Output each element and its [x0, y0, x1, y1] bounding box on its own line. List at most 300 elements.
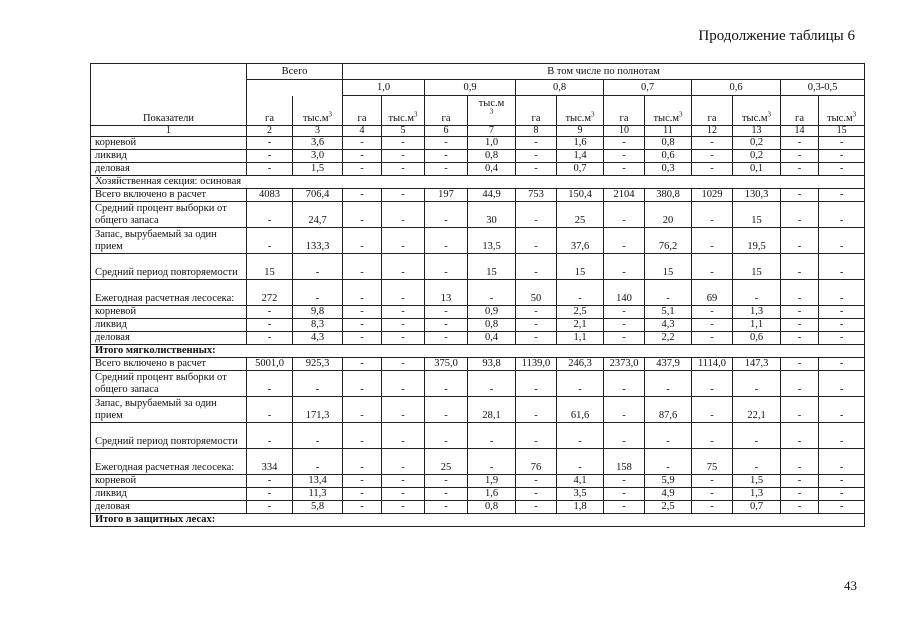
cell-value: 0,3: [645, 163, 692, 176]
cell-value: -: [247, 475, 293, 488]
column-number: 5: [382, 126, 425, 137]
cell-value: -: [604, 501, 645, 514]
cell-value: -: [604, 202, 645, 228]
row-label: деловая: [91, 501, 247, 514]
cell-value: 0,8: [468, 501, 516, 514]
cell-value: -: [425, 319, 468, 332]
cell-value: -: [819, 306, 865, 319]
unit-volume-text: тыс.м: [302, 113, 329, 124]
cell-value: 25: [557, 202, 604, 228]
cell-value: -: [516, 228, 557, 254]
cell-value: 13,4: [293, 475, 343, 488]
row-label: корневой: [91, 306, 247, 319]
table-row: [91, 332, 865, 345]
cell-value: -: [293, 371, 343, 397]
cell-value: -: [425, 397, 468, 423]
cell-value: -: [343, 319, 382, 332]
cell-value: -: [692, 488, 733, 501]
cell-value: -: [557, 423, 604, 449]
row-label: деловая: [91, 163, 247, 176]
cell-value: -: [247, 202, 293, 228]
cell-value: 69: [692, 280, 733, 306]
density-group-header: 0,3-0,5: [781, 80, 865, 96]
cell-value: -: [733, 280, 781, 306]
density-group-header: 0,8: [516, 80, 604, 96]
cell-value: -: [819, 137, 865, 150]
cell-value: -: [516, 371, 557, 397]
cell-value: -: [425, 254, 468, 280]
cell-value: -: [819, 475, 865, 488]
column-number: 13: [733, 126, 781, 137]
unit-ha-header: га: [425, 96, 468, 126]
cell-value: -: [382, 280, 425, 306]
unit-ha-header: га: [604, 96, 645, 126]
cell-value: -: [781, 137, 819, 150]
cell-value: -: [781, 449, 819, 475]
cell-value: -: [819, 163, 865, 176]
cell-value: -: [819, 397, 865, 423]
header-including: В том числе по полнотам: [343, 64, 865, 80]
cell-value: -: [425, 371, 468, 397]
cell-value: 75: [692, 449, 733, 475]
cell-value: 22,1: [733, 397, 781, 423]
table-row: [91, 475, 865, 488]
cell-value: 87,6: [645, 397, 692, 423]
cell-value: 246,3: [557, 358, 604, 371]
unit-volume-header: [645, 96, 692, 126]
cell-value: 5,8: [293, 501, 343, 514]
cell-value: -: [247, 319, 293, 332]
unit-volume-text: тыс.м: [741, 113, 768, 124]
cell-value: -: [781, 306, 819, 319]
cell-value: -: [557, 449, 604, 475]
unit-volume-header: [733, 96, 781, 126]
cell-value: 3,5: [557, 488, 604, 501]
cell-value: -: [293, 423, 343, 449]
column-number: 4: [343, 126, 382, 137]
cell-value: -: [343, 137, 382, 150]
cell-value: 1139,0: [516, 358, 557, 371]
cell-value: 0,8: [468, 150, 516, 163]
cell-value: 133,3: [293, 228, 343, 254]
cell-value: 1,3: [733, 488, 781, 501]
unit-volume-sup: 3: [489, 107, 494, 116]
row-label: ликвид: [91, 488, 247, 501]
row-label: Ежегодная расчетная лесосека:: [91, 449, 247, 475]
cell-value: -: [781, 228, 819, 254]
row-label: Средний процент выборки от общего запаса: [91, 371, 247, 397]
cell-value: -: [247, 397, 293, 423]
column-number: 10: [604, 126, 645, 137]
row-label: Запас, вырубаемый за один прием: [91, 397, 247, 423]
cell-value: -: [819, 150, 865, 163]
cell-value: 44,9: [468, 189, 516, 202]
cell-value: 130,3: [733, 189, 781, 202]
cell-value: -: [819, 189, 865, 202]
cell-value: 4083: [247, 189, 293, 202]
unit-ha-header: га: [692, 96, 733, 126]
cell-value: 1,8: [557, 501, 604, 514]
cell-value: 1,4: [557, 150, 604, 163]
cell-value: -: [781, 150, 819, 163]
table-row: [91, 488, 865, 501]
row-label: Всего включено в расчет: [91, 358, 247, 371]
cell-value: -: [604, 397, 645, 423]
cell-value: -: [645, 423, 692, 449]
table-row: [91, 371, 865, 397]
cell-value: -: [343, 358, 382, 371]
column-number: 1: [91, 126, 247, 137]
cell-value: -: [343, 280, 382, 306]
cell-value: 0,4: [468, 332, 516, 345]
row-label: Запас, вырубаемый за один прием: [91, 228, 247, 254]
cell-value: -: [781, 332, 819, 345]
cell-value: 0,9: [468, 306, 516, 319]
cell-value: -: [247, 150, 293, 163]
cell-value: 5,1: [645, 306, 692, 319]
cell-value: -: [425, 475, 468, 488]
cell-value: 380,8: [645, 189, 692, 202]
table-row: [91, 397, 865, 423]
cell-value: 30: [468, 202, 516, 228]
cell-value: -: [781, 371, 819, 397]
cell-value: -: [819, 371, 865, 397]
cell-value: -: [343, 423, 382, 449]
cell-value: 1,6: [468, 488, 516, 501]
cell-value: -: [516, 332, 557, 345]
cell-value: 334: [247, 449, 293, 475]
cell-value: 50: [516, 280, 557, 306]
cell-value: -: [692, 163, 733, 176]
cell-value: 2,2: [645, 332, 692, 345]
cell-value: 0,6: [733, 332, 781, 345]
header-indicators: Показатели: [91, 64, 247, 126]
cell-value: -: [468, 449, 516, 475]
table-row: [91, 319, 865, 332]
cell-value: -: [692, 423, 733, 449]
column-number: 9: [557, 126, 604, 137]
cell-value: -: [425, 423, 468, 449]
cell-value: -: [819, 358, 865, 371]
cell-value: -: [604, 137, 645, 150]
cell-value: 0,8: [468, 319, 516, 332]
cell-value: -: [247, 163, 293, 176]
cell-value: 15: [247, 254, 293, 280]
density-group-header: 0,7: [604, 80, 692, 96]
header-total: Всего: [247, 64, 343, 80]
table-row: [91, 306, 865, 319]
cell-value: 1,5: [293, 163, 343, 176]
cell-value: -: [604, 475, 645, 488]
table-caption: Продолжение таблицы 6: [698, 28, 855, 44]
cell-value: 1,1: [733, 319, 781, 332]
unit-volume-sup: 3: [767, 110, 772, 119]
cell-value: -: [516, 423, 557, 449]
cell-value: -: [516, 488, 557, 501]
cell-value: -: [692, 475, 733, 488]
cell-value: -: [425, 137, 468, 150]
unit-volume-text: тыс.м: [478, 98, 505, 109]
section-row: [91, 176, 865, 189]
unit-volume-header: [557, 96, 604, 126]
cell-value: -: [516, 397, 557, 423]
cell-value: 706,4: [293, 189, 343, 202]
section-row: [91, 345, 865, 358]
cell-value: -: [382, 254, 425, 280]
cell-value: -: [468, 371, 516, 397]
unit-ha-header: га: [343, 96, 382, 126]
cell-value: -: [516, 163, 557, 176]
cell-value: -: [343, 332, 382, 345]
table-row: [91, 501, 865, 514]
cell-value: -: [645, 371, 692, 397]
cell-value: -: [604, 423, 645, 449]
cell-value: 13,5: [468, 228, 516, 254]
cell-value: 3,6: [293, 137, 343, 150]
cell-value: 2373,0: [604, 358, 645, 371]
cell-value: 0,2: [733, 150, 781, 163]
cell-value: -: [557, 371, 604, 397]
cell-value: -: [604, 488, 645, 501]
section-label: Итого мягколиственных:: [91, 345, 865, 358]
unit-ha-header: га: [247, 96, 293, 126]
cell-value: -: [819, 202, 865, 228]
cell-value: 11,3: [293, 488, 343, 501]
cell-value: 8,3: [293, 319, 343, 332]
cell-value: -: [293, 280, 343, 306]
cell-value: 4,3: [645, 319, 692, 332]
unit-volume-header: [382, 96, 425, 126]
cell-value: -: [819, 319, 865, 332]
cell-value: -: [692, 501, 733, 514]
unit-volume-text: тыс.м: [827, 113, 853, 124]
cell-value: -: [781, 189, 819, 202]
unit-volume-header: [468, 96, 516, 126]
section-label: Хозяйственная секция: осиновая: [91, 176, 865, 189]
cell-value: -: [425, 332, 468, 345]
section-label: Итого в защитных лесах:: [91, 514, 865, 527]
unit-volume-text: тыс.м: [653, 113, 680, 124]
unit-volume-sup: 3: [414, 110, 418, 119]
cell-value: -: [819, 254, 865, 280]
cell-value: -: [343, 306, 382, 319]
cell-value: -: [819, 280, 865, 306]
cell-value: -: [382, 319, 425, 332]
cell-value: 437,9: [645, 358, 692, 371]
cell-value: -: [425, 228, 468, 254]
unit-volume-sup: 3: [591, 110, 595, 119]
cell-value: -: [516, 137, 557, 150]
cell-value: 13: [425, 280, 468, 306]
row-label: корневой: [91, 137, 247, 150]
table-row: [91, 150, 865, 163]
cell-value: 76: [516, 449, 557, 475]
table-row: [91, 202, 865, 228]
cell-value: -: [692, 137, 733, 150]
cell-value: -: [781, 202, 819, 228]
cell-value: -: [247, 332, 293, 345]
cell-value: 197: [425, 189, 468, 202]
row-label: Средний период повторяемости: [91, 254, 247, 280]
cell-value: -: [343, 254, 382, 280]
table-row: [91, 163, 865, 176]
cell-value: 76,2: [645, 228, 692, 254]
cell-value: -: [425, 163, 468, 176]
cell-value: -: [382, 137, 425, 150]
row-label: ликвид: [91, 319, 247, 332]
cell-value: -: [557, 280, 604, 306]
cell-value: -: [293, 254, 343, 280]
cell-value: -: [604, 254, 645, 280]
cell-value: 2,1: [557, 319, 604, 332]
cell-value: -: [247, 423, 293, 449]
column-number: 3: [293, 126, 343, 137]
row-label: деловая: [91, 332, 247, 345]
section-row: [91, 514, 865, 527]
cell-value: -: [382, 501, 425, 514]
cell-value: 15: [468, 254, 516, 280]
table-row: [91, 449, 865, 475]
row-label: Ежегодная расчетная лесосека:: [91, 280, 247, 306]
cell-value: -: [781, 488, 819, 501]
cell-value: 1,6: [557, 137, 604, 150]
cell-value: -: [692, 228, 733, 254]
cell-value: -: [516, 254, 557, 280]
column-number: 8: [516, 126, 557, 137]
cell-value: -: [247, 501, 293, 514]
cell-value: -: [692, 332, 733, 345]
cell-value: 15: [733, 202, 781, 228]
table-row: [91, 358, 865, 371]
cell-value: 150,4: [557, 189, 604, 202]
cell-value: -: [781, 280, 819, 306]
cell-value: 1,3: [733, 306, 781, 319]
unit-volume-sup: 3: [679, 110, 683, 119]
cell-value: -: [382, 332, 425, 345]
cell-value: -: [382, 150, 425, 163]
column-number: 7: [468, 126, 516, 137]
cell-value: -: [516, 202, 557, 228]
cell-value: 1,1: [557, 332, 604, 345]
cell-value: 272: [247, 280, 293, 306]
cell-value: 1,0: [468, 137, 516, 150]
cell-value: 24,7: [293, 202, 343, 228]
cell-value: 3,0: [293, 150, 343, 163]
cell-value: -: [692, 254, 733, 280]
cell-value: 2,5: [645, 501, 692, 514]
unit-ha-header: га: [781, 96, 819, 126]
cell-value: -: [516, 501, 557, 514]
cell-value: -: [692, 306, 733, 319]
unit-volume-text: тыс.м: [388, 113, 415, 124]
cell-value: 19,5: [733, 228, 781, 254]
cell-value: -: [247, 306, 293, 319]
cell-value: 15: [733, 254, 781, 280]
cell-value: -: [819, 332, 865, 345]
cell-value: 0,4: [468, 163, 516, 176]
cell-value: -: [645, 280, 692, 306]
cell-value: -: [692, 371, 733, 397]
cell-value: -: [247, 371, 293, 397]
cell-value: -: [343, 488, 382, 501]
cell-value: 171,3: [293, 397, 343, 423]
column-number: 12: [692, 126, 733, 137]
unit-volume-header: [819, 96, 865, 126]
cell-value: -: [781, 475, 819, 488]
cell-value: -: [247, 488, 293, 501]
cell-value: 140: [604, 280, 645, 306]
cell-value: -: [516, 319, 557, 332]
cell-value: 2104: [604, 189, 645, 202]
cell-value: 0,8: [645, 137, 692, 150]
cell-value: -: [468, 423, 516, 449]
cell-value: -: [692, 150, 733, 163]
cell-value: -: [343, 189, 382, 202]
cell-value: 37,6: [557, 228, 604, 254]
cell-value: -: [819, 228, 865, 254]
cell-value: -: [425, 202, 468, 228]
cell-value: -: [604, 306, 645, 319]
column-number: 11: [645, 126, 692, 137]
cell-value: -: [343, 501, 382, 514]
cell-value: -: [343, 475, 382, 488]
cell-value: 0,7: [557, 163, 604, 176]
cell-value: -: [692, 319, 733, 332]
cell-value: 5001,0: [247, 358, 293, 371]
cell-value: 1,9: [468, 475, 516, 488]
cell-value: 9,8: [293, 306, 343, 319]
column-number: 14: [781, 126, 819, 137]
cell-value: 0,6: [645, 150, 692, 163]
cell-value: 4,3: [293, 332, 343, 345]
table-row: [91, 189, 865, 202]
cell-value: -: [604, 332, 645, 345]
cell-value: -: [293, 449, 343, 475]
density-group-header: 1,0: [343, 80, 425, 96]
cell-value: -: [382, 371, 425, 397]
cell-value: -: [645, 449, 692, 475]
cell-value: -: [382, 358, 425, 371]
cell-value: -: [516, 306, 557, 319]
cell-value: 93,8: [468, 358, 516, 371]
cell-value: -: [604, 228, 645, 254]
row-label: Средний процент выборки от общего запаса: [91, 202, 247, 228]
unit-volume-sup: 3: [852, 110, 857, 119]
unit-volume-sup: 3: [328, 110, 333, 119]
cell-value: 15: [645, 254, 692, 280]
cell-value: -: [819, 423, 865, 449]
cell-value: 1,5: [733, 475, 781, 488]
forest-table: [90, 63, 865, 527]
column-number: 6: [425, 126, 468, 137]
cell-value: 5,9: [645, 475, 692, 488]
cell-value: -: [382, 163, 425, 176]
cell-value: 1114,0: [692, 358, 733, 371]
row-label: ликвид: [91, 150, 247, 163]
cell-value: 28,1: [468, 397, 516, 423]
cell-value: 0,7: [733, 501, 781, 514]
cell-value: -: [382, 449, 425, 475]
row-label: корневой: [91, 475, 247, 488]
cell-value: -: [343, 397, 382, 423]
cell-value: -: [781, 319, 819, 332]
cell-value: 2,5: [557, 306, 604, 319]
cell-value: -: [516, 150, 557, 163]
cell-value: -: [781, 501, 819, 514]
cell-value: -: [343, 371, 382, 397]
table-row: [91, 254, 865, 280]
cell-value: -: [425, 488, 468, 501]
